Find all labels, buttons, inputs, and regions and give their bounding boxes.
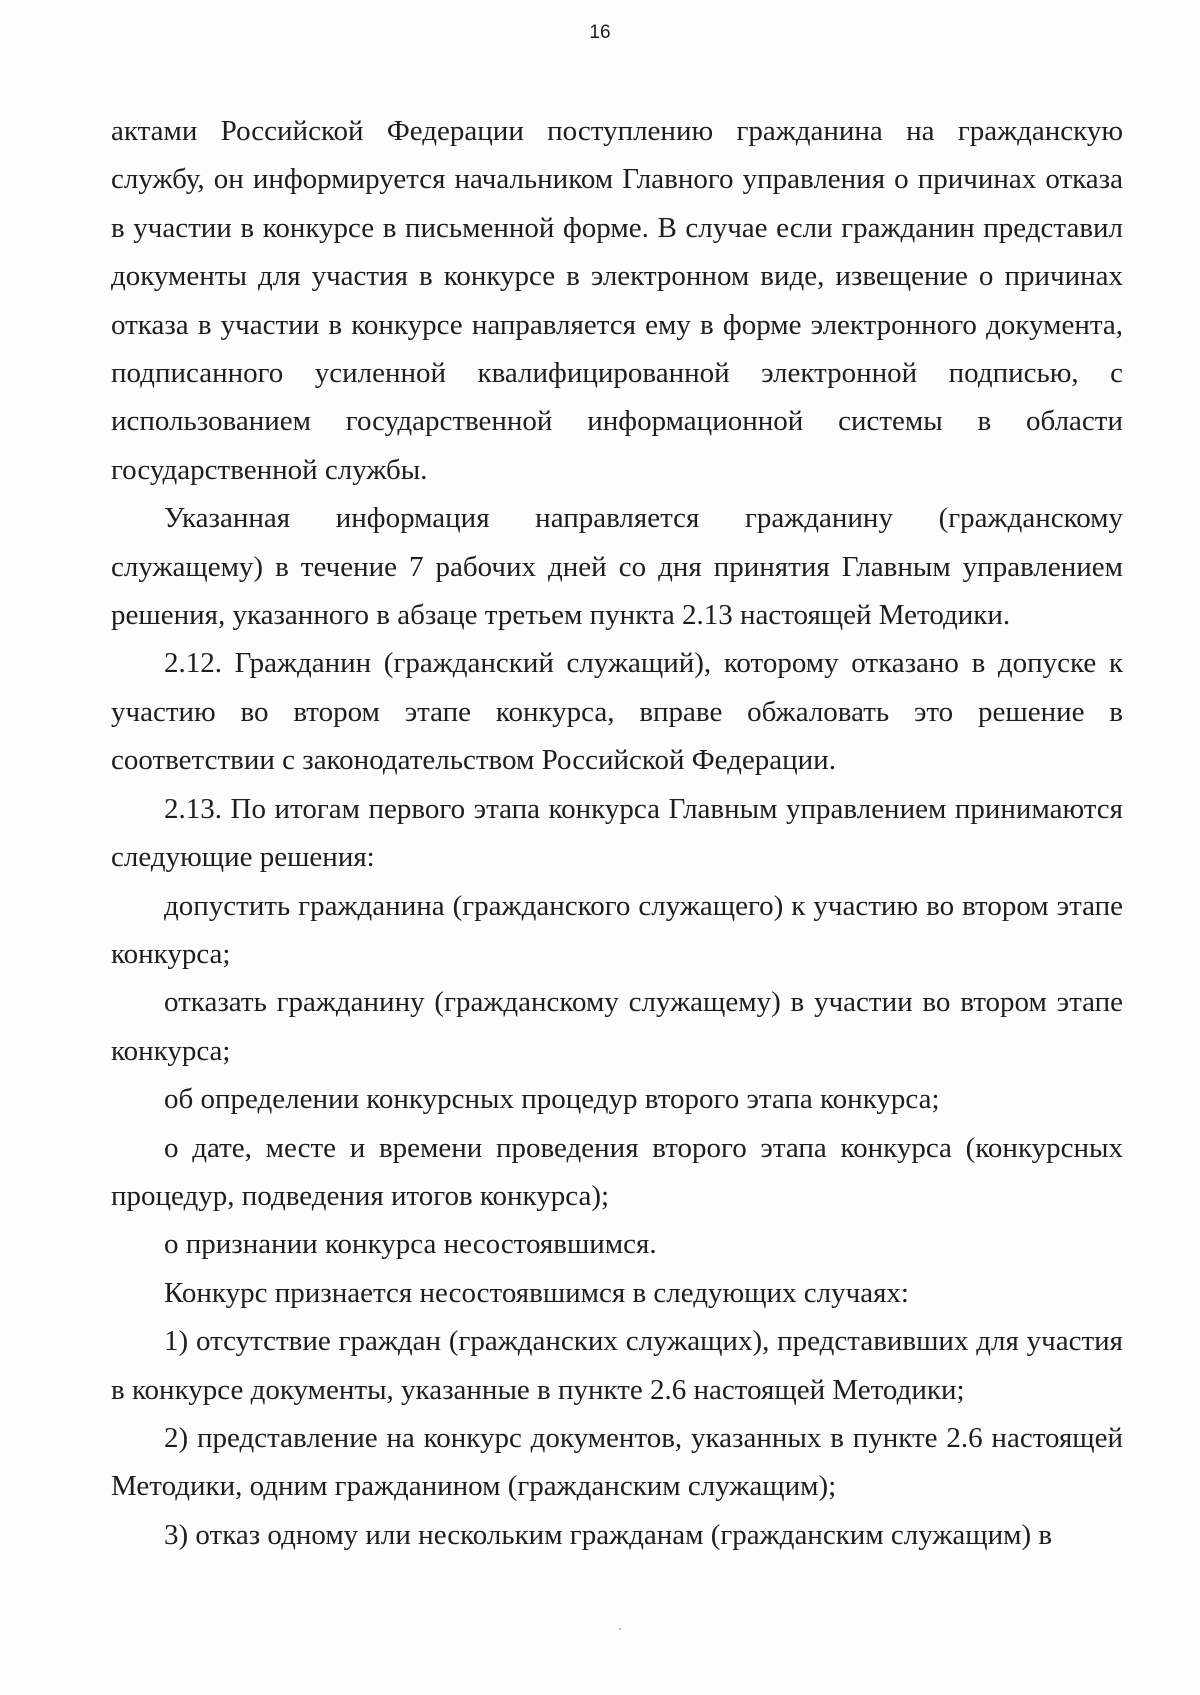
failed-case-1: 1) отсутствие граждан (гражданских служащих), представивших для участия в конкурсе документы, указанные в пункте 2.6 настоящей Методики; <box>111 1325 1123 1406</box>
paragraph-information-deadline: Указанная информация направляется гражданину (гражданскому служащему) в течение 7 рабочих дней со дня принятия Главным управлением решения, указанного в абзаце третьем пункта 2.13 настоящей Методики. <box>111 502 1123 632</box>
document-body <box>111 107 1123 1559</box>
failed-competition-cases-heading: Конкурс признается несостоявшимся в следующих случаях: <box>164 1276 909 1309</box>
decision-date-place-time: о дате, месте и времени проведения второго этапа конкурса (конкурсных процедур, подведения итогов конкурса); <box>111 1131 1123 1212</box>
decision-refuse: отказать гражданину (гражданскому служащему) в участии во втором этапе конкурса; <box>111 986 1123 1067</box>
failed-case-3: 3) отказ одному или нескольким гражданам (гражданским служащим) в <box>164 1518 1053 1551</box>
decision-failed-competition: о признании конкурса несостоявшимся. <box>164 1228 657 1261</box>
paragraph-2-13: 2.13. По итогам первого этапа конкурса Главным управлением принимаются следующие решения: <box>111 792 1123 874</box>
page-number: 16 <box>589 22 611 43</box>
decision-procedures: об определении конкурсных процедур второго этапа конкурса; <box>164 1083 940 1116</box>
scan-artifact <box>619 1628 621 1630</box>
paragraph-refusal-notification: актами Российской Федерации поступлению гражданина на гражданскую службу, он информируется начальником Главного управления о причинах отказа в участии в конкурсе в письменной форме. В случае если гражданин представил документы для участия в конкурсе в электронном виде, извещение о причинах отказа в участии в конкурсе направляется ему в форме электронного документа, подписанного усиленной квалифицированной электронной подписью, с использованием государственной информационной системы в области государственной службы. <box>111 115 1123 486</box>
failed-case-2: 2) представление на конкурс документов, указанных в пункте 2.6 настоящей Методики, одним гражданином (гражданским служащим); <box>111 1421 1123 1503</box>
paragraph-2-12: 2.12. Гражданин (гражданский служащий), которому отказано в допуске к участию во втором этапе конкурса, вправе обжаловать это решение в соответствии с законодательством Российской Федерации. <box>111 647 1123 777</box>
decision-admit: допустить гражданина (гражданского служащего) к участию во втором этапе конкурса; <box>111 889 1123 970</box>
